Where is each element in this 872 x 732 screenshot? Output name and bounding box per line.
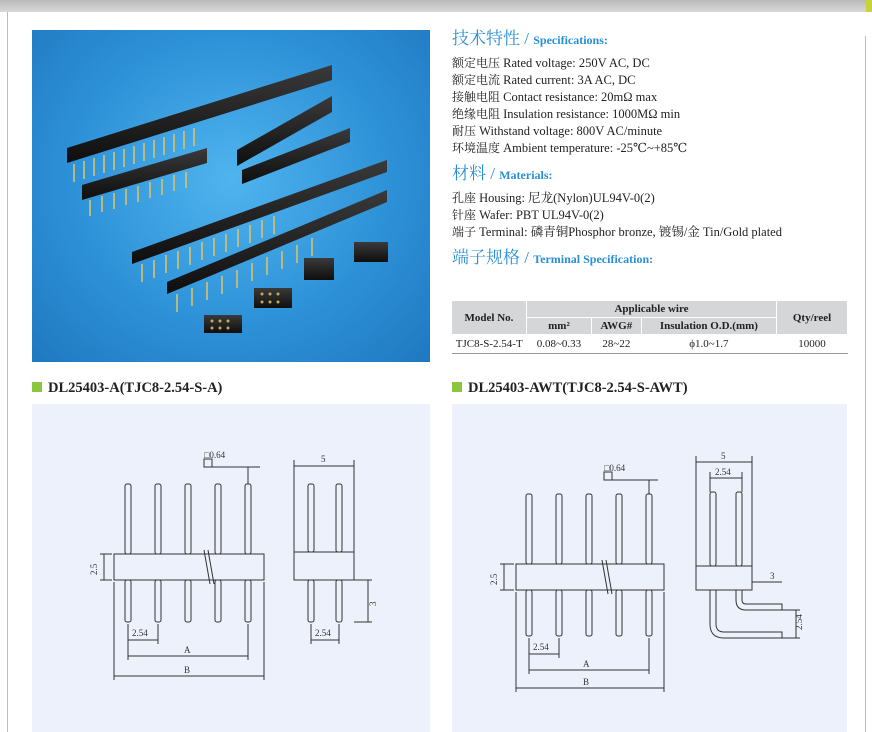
- dim-pitch-side: 2.54: [315, 628, 331, 638]
- material-row: 孔座 Housing: 尼龙(Nylon)UL94V-0(2): [452, 191, 655, 205]
- material-label-en: Housing: [479, 191, 522, 205]
- material-label-en: Terminal: [479, 225, 525, 239]
- specifications-title-en: Specifications: [533, 33, 604, 47]
- cell-awg: 28~22: [591, 335, 641, 354]
- top-bar: [0, 0, 872, 12]
- header-qty: Qty/reel: [777, 301, 848, 335]
- figure-awt-drawing: [452, 404, 847, 732]
- header-model: Model No.: [452, 301, 527, 335]
- spec-label-en: Insulation resistance: [503, 107, 606, 121]
- cell-qty: 10000: [777, 335, 848, 354]
- specs-panel: [452, 28, 862, 274]
- product-photo: [32, 30, 430, 362]
- terminal-spec-title-cn: 端子规格: [452, 248, 520, 267]
- specifications-heading: 技术特性 / Specifications:: [452, 29, 608, 48]
- top-bar-accent: [866, 0, 872, 12]
- green-square-icon: [32, 382, 42, 392]
- spec-value: 1000MΩ min: [612, 107, 681, 121]
- spec-value: 3A AC, DC: [577, 73, 636, 87]
- dim-side-pitch: 2.54: [794, 614, 804, 630]
- material-label-en: Wafer: [479, 208, 510, 222]
- spec-row: 额定电流 Rated current: 3A AC, DC: [452, 73, 636, 87]
- dim-b: B: [583, 677, 590, 687]
- figure-a-svg: [32, 404, 430, 732]
- cell-model: TJC8-S-2.54-T: [452, 335, 527, 354]
- spec-value: 250V AC, DC: [578, 56, 650, 70]
- figure-awt-title: [452, 380, 688, 397]
- spec-label-en: Ambient temperature: [503, 141, 610, 155]
- spec-label-en: Withstand voltage: [479, 124, 570, 138]
- dim-height: 2.5: [89, 563, 99, 575]
- header-awg: AWG#: [591, 318, 641, 335]
- figure-awt-title-text: DL25403-AWT(TJC8-2.54-S-AWT): [468, 380, 688, 396]
- dim-tail: 3: [770, 571, 775, 581]
- cell-mm2: 0.08~0.33: [527, 335, 592, 354]
- dim-top-inner: 2.54: [715, 467, 731, 477]
- dim-pin: □0.64: [604, 463, 626, 473]
- spec-row: 耐压 Withstand voltage: 800V AC/minute: [452, 124, 663, 138]
- right-rule: [865, 36, 866, 732]
- material-label-cn: 针座: [452, 208, 477, 222]
- specifications-title-cn: 技术特性: [452, 29, 520, 48]
- figure-awt-svg: [452, 404, 847, 732]
- dim-pin: □0.64: [204, 450, 226, 460]
- connector-illustration: [32, 30, 430, 362]
- material-label-cn: 端子: [452, 225, 477, 239]
- figure-a-drawing: [32, 404, 430, 732]
- material-value: PBT UL94V-0(2): [515, 208, 604, 222]
- spec-value: 20mΩ max: [601, 90, 658, 104]
- cell-insulation: ϕ1.0~1.7: [641, 335, 776, 354]
- spec-label-en: Rated voltage: [503, 56, 573, 70]
- spec-row: 额定电压 Rated voltage: 250V AC, DC: [452, 56, 650, 70]
- spec-value: -25℃~+85℃: [616, 141, 688, 155]
- figure-a-title: [32, 380, 222, 397]
- dim-tail: 3: [368, 601, 378, 606]
- spec-row: 接触电阻 Contact resistance: 20mΩ max: [452, 90, 658, 104]
- spec-label-en: Contact resistance: [503, 90, 595, 104]
- spec-value: 800V AC/minute: [576, 124, 663, 138]
- spec-label-cn: 额定电压: [452, 56, 501, 70]
- material-row: 端子 Terminal: 磷青铜Phosphor bronze, 镀锡/金 Tin/Gold plated: [452, 225, 782, 239]
- header-mm2: mm²: [527, 318, 592, 335]
- material-value: 磷青铜Phosphor bronze, 镀锡/金 Tin/Gold plated: [530, 225, 782, 239]
- terminal-spec-title-en: Terminal Specification: [533, 252, 650, 266]
- dim-top: 5: [721, 451, 726, 461]
- spec-label-cn: 额定电流: [452, 73, 501, 87]
- left-rule: [7, 12, 8, 732]
- spec-label-cn: 接触电阻: [452, 90, 501, 104]
- header-applicable-wire: Applicable wire: [527, 301, 777, 318]
- material-value: 尼龙(Nylon)UL94V-0(2): [528, 191, 655, 205]
- dim-height: 2.5: [489, 573, 499, 585]
- materials-title-cn: 材料: [452, 164, 486, 183]
- figure-a-title-text: DL25403-A(TJC8-2.54-S-A): [48, 380, 223, 396]
- spec-label-cn: 环境温度: [452, 141, 501, 155]
- dim-top: 5: [321, 454, 326, 464]
- spec-row: 绝缘电阻 Insulation resistance: 1000MΩ min: [452, 107, 681, 121]
- dim-b: B: [184, 665, 191, 675]
- dim-a: A: [583, 659, 590, 669]
- table-row: [452, 335, 848, 354]
- terminal-spec-table: [452, 301, 848, 354]
- green-square-icon: [452, 382, 462, 392]
- material-row: 针座 Wafer: PBT UL94V-0(2): [452, 208, 604, 222]
- material-label-cn: 孔座: [452, 191, 477, 205]
- materials-title-en: Materials: [499, 168, 549, 182]
- spec-label-cn: 耐压: [452, 124, 477, 138]
- dim-pitch: 2.54: [533, 642, 549, 652]
- dim-pitch: 2.54: [132, 628, 148, 638]
- spec-label-cn: 绝缘电阻: [452, 107, 501, 121]
- dim-a: A: [184, 645, 191, 655]
- spec-row: 环境温度 Ambient temperature: -25℃~+85℃: [452, 141, 688, 155]
- terminal-spec-heading: 端子规格 / Terminal Specification:: [452, 248, 654, 267]
- header-insulation: Insulation O.D.(mm): [641, 318, 776, 335]
- spec-label-en: Rated current: [503, 73, 571, 87]
- materials-heading: 材料 / Materials:: [452, 164, 553, 183]
